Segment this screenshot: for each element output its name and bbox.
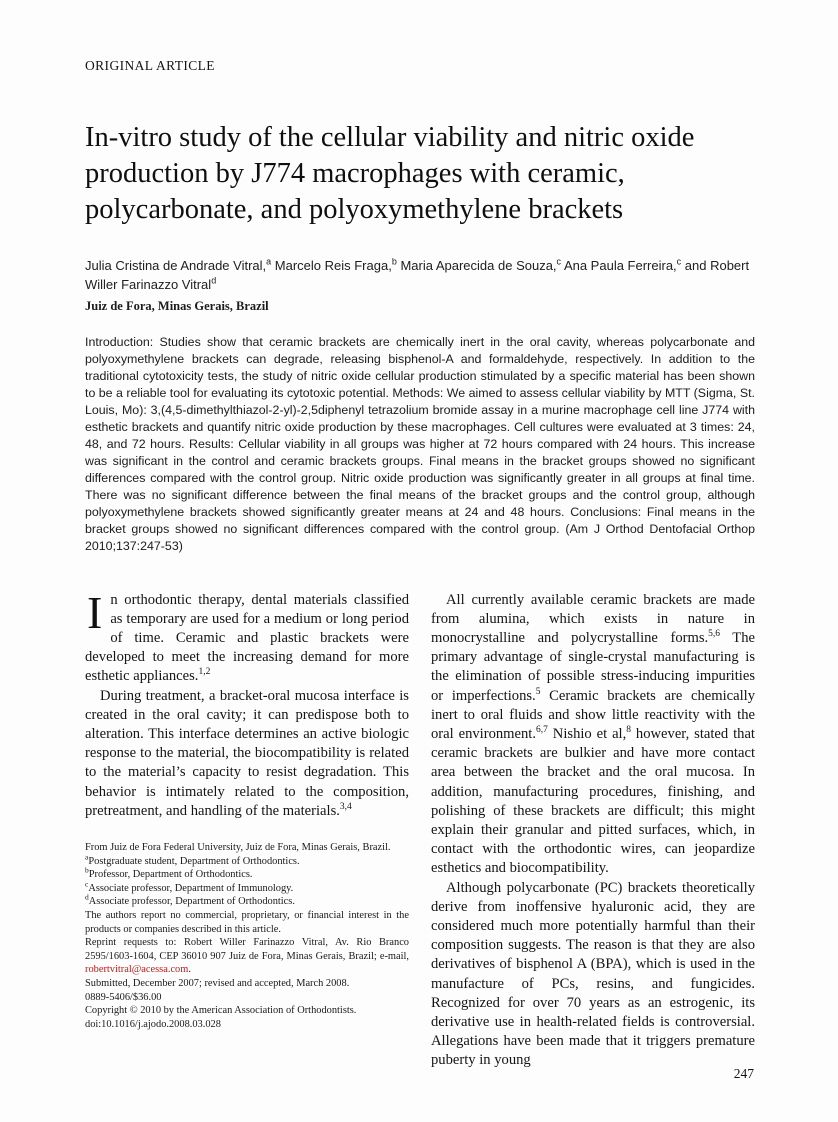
- author-name: Julia Cristina de Andrade Vitral,: [85, 257, 267, 273]
- author-name: Ana Paula Ferreira,: [561, 257, 677, 273]
- abstract-text: Introduction: Studies show that ceramic brackets are chemically inert in the oral cavity, whereas polycarbonate and polyoxymethylene brackets can degrade, releasing bisphenol-A and formaldehyde, respectively. In addition to the traditional cytotoxicity tests, the study of nitric oxide cellular production stimulated by a specific material has been shown to be a reliable tool for evaluating its cytotoxic potential. Methods: We aimed to assess cellular viability by MTT (Sigma, St. Louis, Mo): 3,(4,5-dimethylthiazol-2-yl)-2,5diphenyl tetrazolium bromide assay in a murine macrophage cell line J774 with esthetic brackets and quantify nitric oxide production by these macrophages. Cell cultures were evaluated at 3 times: 24, 48, and 72 hours. Results: Cellular viability in all groups was higher at 72 hours compared with 24 hours. This increase was significant in the control and ceramic brackets groups. Final means in the bracket groups showed no significant differences compared with the control group. Nitric oxide production was significantly greater in all groups at final time. There was no significant difference between the final means of the bracket groups and the control group, although polyoxymethylene brackets showed significantly greater means at 24 and 48 hours. Conclusions: Final means in the bracket groups showed no significant differences compared with the control group. (Am J Orthod Dentofacial Orthop 2010;137:247-53): [85, 334, 755, 553]
- footnote-text: Associate professor, Department of Immunology.: [88, 882, 294, 894]
- author-affiliation-mark: b: [391, 256, 397, 267]
- footnotes-block: [85, 841, 409, 1031]
- footnote-text: .: [188, 964, 191, 976]
- email-link[interactable]: robertvitral@acessa.com: [85, 964, 189, 976]
- footnote-marker: c: [85, 879, 89, 889]
- footnote-marker: a: [85, 852, 89, 862]
- footnote-text: Submitted, December 2007; revised and accepted, March 2008.: [85, 977, 350, 989]
- paragraph: [85, 586, 409, 687]
- footnote-text: From Juiz de Fora Federal University, Juiz de Fora, Minas Gerais, Brazil.: [85, 842, 391, 853]
- reference-marker: 5,6: [708, 629, 721, 640]
- footnote-marker: d: [85, 892, 89, 902]
- footnote-text: doi:10.1016/j.ajodo.2008.03.028: [85, 1018, 221, 1030]
- author-location: Juiz de Fora, Minas Gerais, Brazil: [85, 298, 269, 313]
- paragraph: Although polycarbonate (PC) brackets theoretically derive from inoffensive hyaluronic acid, they are considered much more potentially harmful than their composition suggests. The reason is that they are also derivatives of bisphenol A (BPA), which is used in the manufacture of PCs, resins, and fungicides. Recognized for over 70 years as an estrogenic, its derivative use in health-related fields is controversial. Allegations have been made that it triggers premature puberty in young: [431, 879, 755, 1069]
- reference-marker: 1,2: [198, 667, 211, 678]
- footnote: [85, 841, 409, 855]
- footnote-marker: b: [85, 865, 89, 875]
- author-name: and Robert Willer Farinazzo Vitral: [85, 257, 750, 292]
- paragraph-text: Nishio et al,: [547, 725, 627, 742]
- footnote: [85, 852, 409, 869]
- author-affiliation-mark: c: [676, 256, 682, 267]
- reference-marker: 6,7: [536, 725, 548, 736]
- footnote-text: The authors report no commercial, proprietary, or financial interest in the products or companies described in this article.: [85, 909, 409, 935]
- author-affiliation-mark: a: [266, 256, 272, 267]
- paragraph-text: n orthodontic therapy, dental materials classified as temporary are used for a medium or long period of time. Ceramic and plastic brackets were developed to meet the increasing demand for more esthetic appliances.: [85, 591, 409, 685]
- footnote: [85, 977, 409, 991]
- paragraph-text: During treatment, a bracket-oral mucosa interface is created in the oral cavity; it can predispose both to alteration. This interface determines an active biologic response to the material, the biocompatibility is related to the material’s capacity to resist degradation. This behavior is intimately related to the composition, pretreatment, and handling of the materials.: [85, 687, 409, 819]
- footnote-text: Copyright © 2010 by the American Association of Orthodontists.: [85, 1005, 357, 1017]
- right-column: [431, 591, 755, 1071]
- footnote-text: Professor, Department of Orthodontics.: [88, 869, 253, 881]
- left-column: [85, 586, 409, 1071]
- footnote-text: Reprint requests to: Robert Willer Farinazzo Vitral, Av. Rio Branco 2595/1603-1604, CEP 36010 907 Juiz de Fora, Minas Gerais, Brazil; e-mail,: [85, 937, 409, 962]
- article-title: In-vitro study of the cellular viability and nitric oxide production by J774 macrophages with ceramic, polycarbonate, and polyoxymethylene brackets: [85, 122, 695, 226]
- footnote: [85, 879, 409, 896]
- footnote: [85, 991, 409, 1005]
- author-byline: [85, 256, 755, 294]
- author-affiliation-mark: c: [556, 256, 562, 267]
- author-affiliation-mark: d: [211, 275, 217, 286]
- page-number: 247: [733, 1066, 754, 1081]
- footnote-text: Postgraduate student, Department of Orthodontics.: [88, 855, 300, 867]
- author-name: Maria Aparecida de Souza,: [396, 257, 557, 273]
- paragraph-text: The primary advantage of single-crystal manufacturing is the elimination of possible stress-inducing impurities or imperfections.: [431, 629, 755, 704]
- dropcap: I: [87, 586, 103, 638]
- footnote: [85, 892, 409, 909]
- paragraph-text: All currently available ceramic brackets are made from alumina, which exists in nature in monocrystalline and polycrystalline forms.: [431, 591, 755, 646]
- paragraph: [431, 591, 755, 879]
- author-name: Marcelo Reis Fraga,: [271, 257, 392, 273]
- article-type-kicker: ORIGINAL ARTICLE: [85, 58, 215, 73]
- footnote-reprint: [85, 936, 409, 977]
- paragraph-text: Ceramic brackets are chemically inert to oral fluids and show little reactivity with the oral environment.: [431, 687, 755, 742]
- footnote: [85, 909, 409, 936]
- reference-marker: 8: [626, 725, 632, 736]
- paragraph: [85, 687, 409, 821]
- footnote-doi: [85, 1018, 409, 1032]
- footnote: [85, 865, 409, 882]
- footnote-text: Associate professor, Department of Orthodontics.: [88, 896, 295, 908]
- paragraph-text: however, stated that ceramic brackets are bulkier and have more contact area between the bracket and the oral mucosa. In addition, manufacturing procedures, finishing, and polishing of these brackets are difficult; this might explain their granular and pitted surfaces, which, in contact with the orthodontic wires, can jeopardize esthetics and biocompatibility.: [431, 725, 755, 877]
- footnote: [85, 1004, 409, 1018]
- body-columns: [85, 586, 755, 1071]
- footnote-text: 0889-5406/$36.00: [85, 991, 162, 1003]
- reference-marker: 5: [535, 686, 541, 697]
- reference-marker: 3,4: [339, 801, 352, 812]
